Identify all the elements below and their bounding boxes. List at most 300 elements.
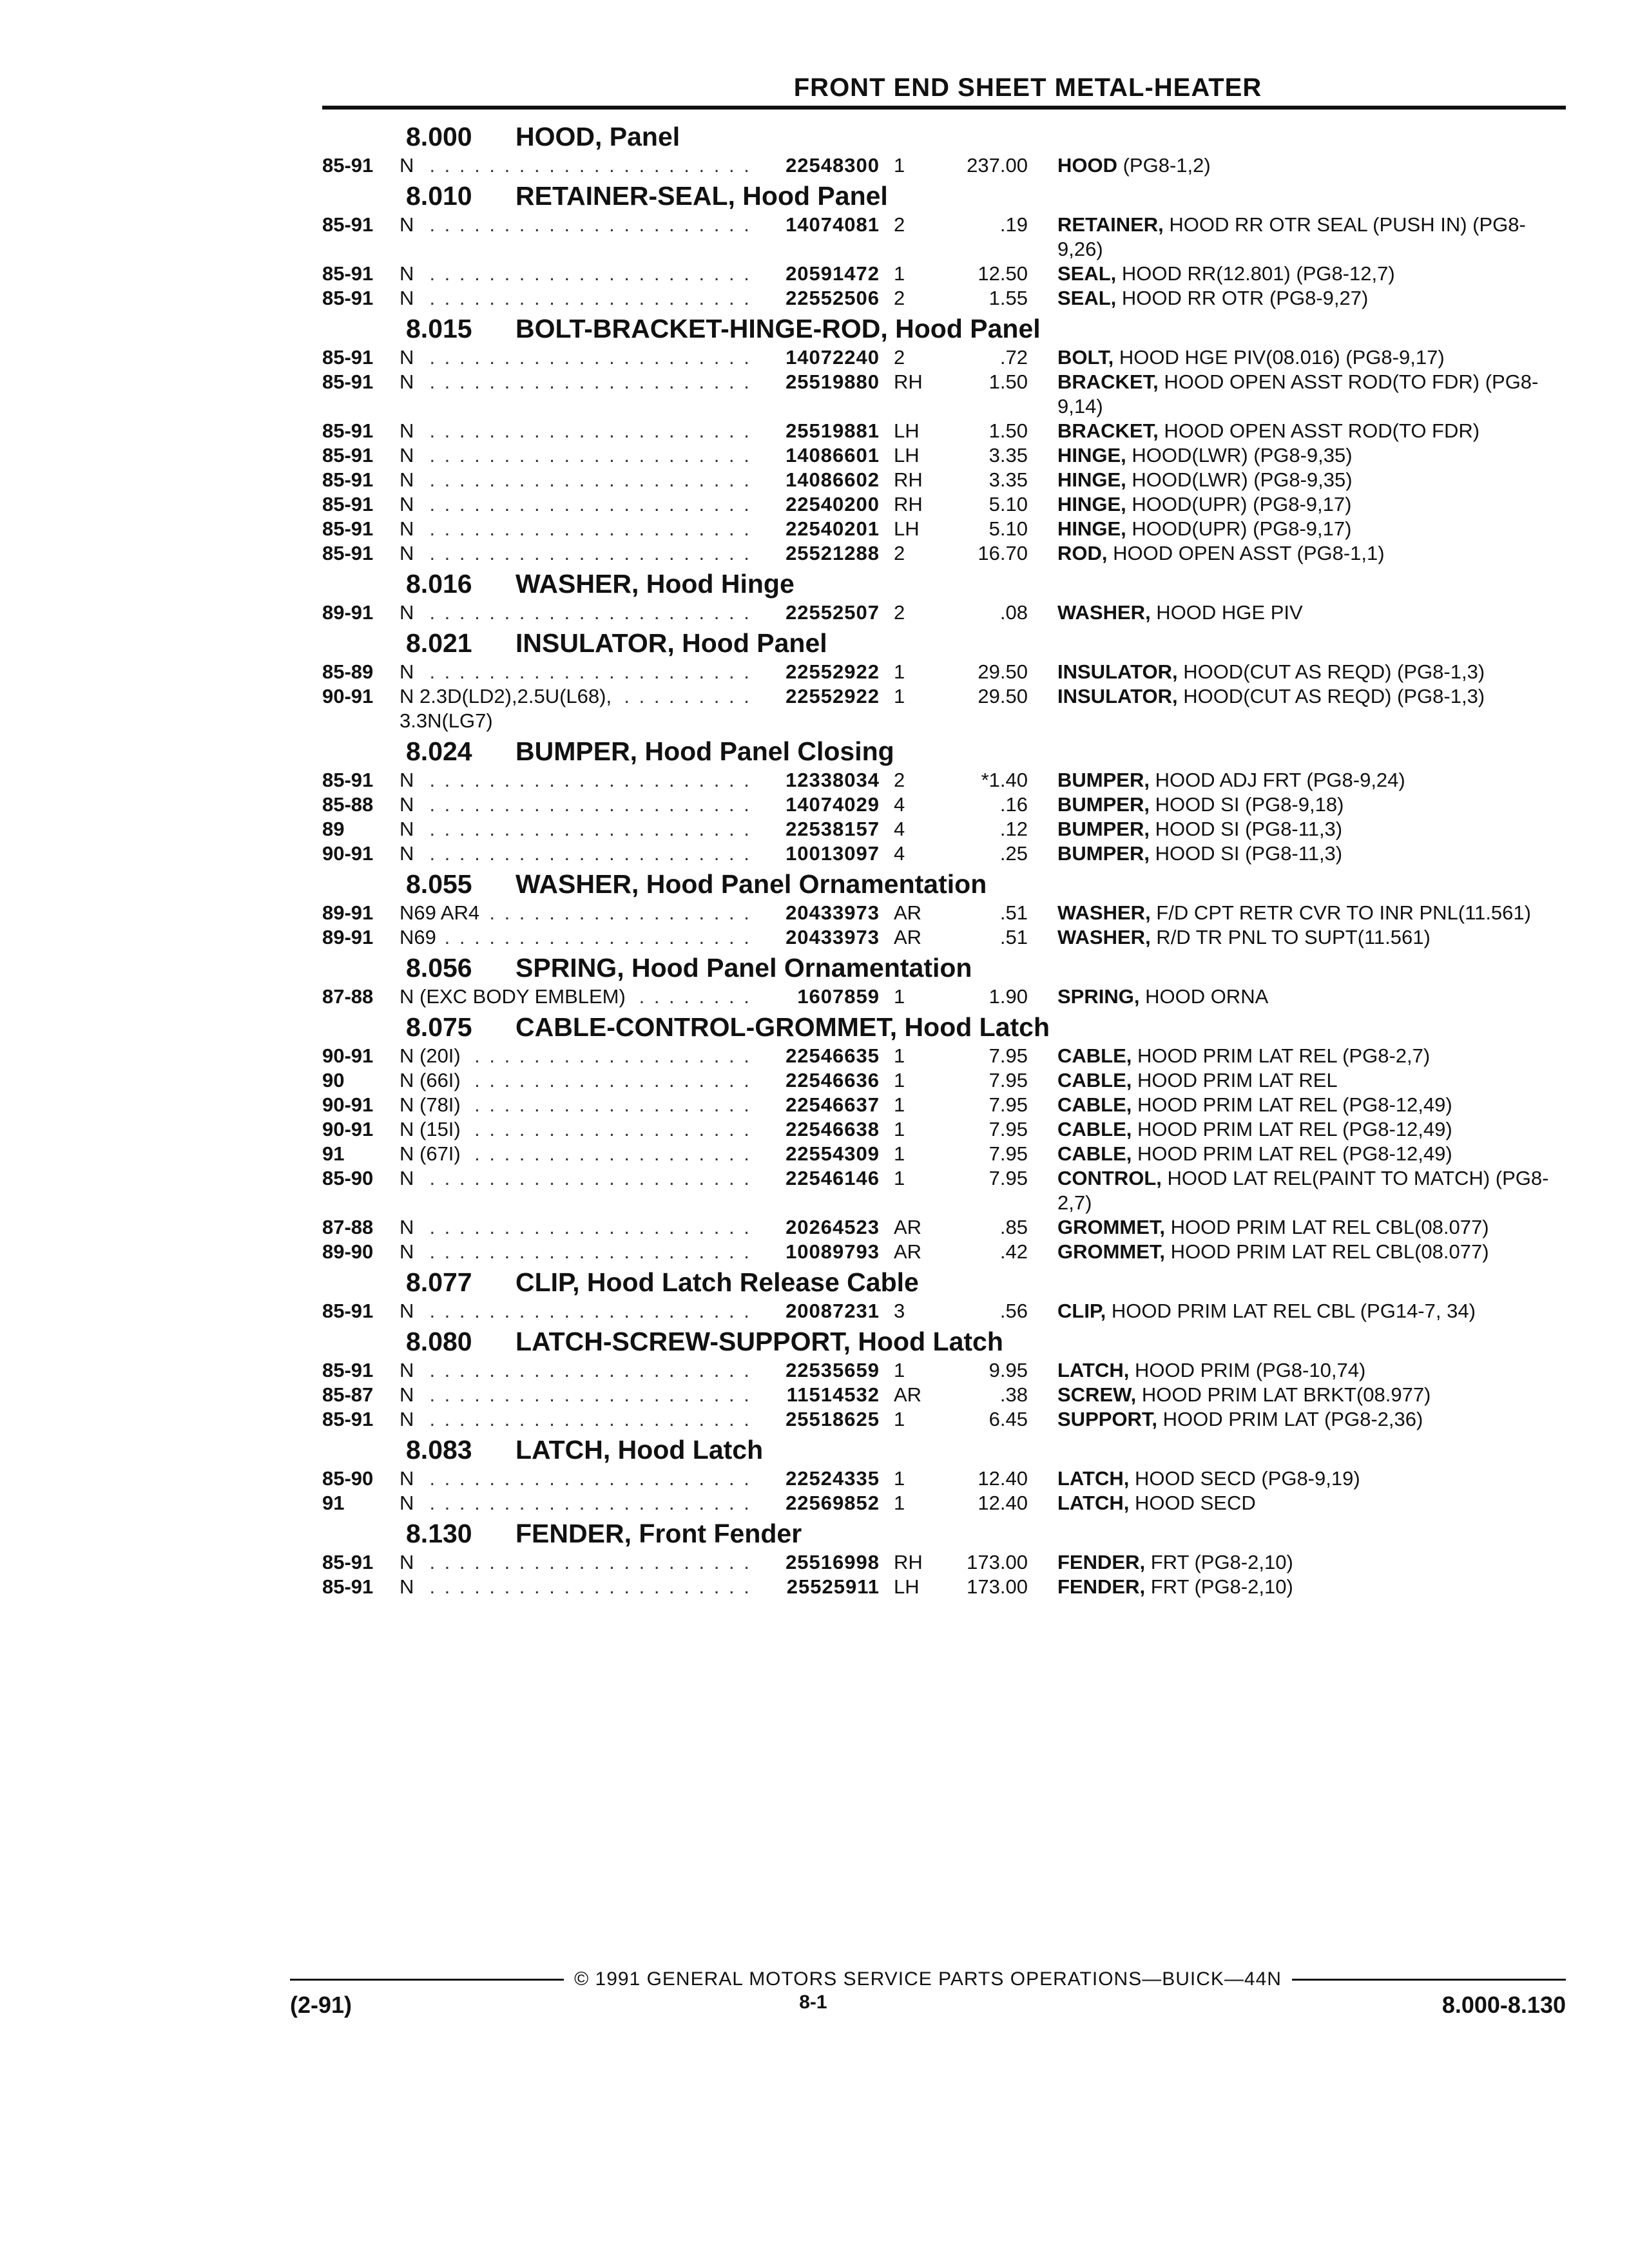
price: 1.90 — [988, 985, 1028, 1008]
section — [322, 866, 1566, 950]
description — [1028, 443, 1566, 468]
description-keyword: BRACKET, — [1057, 370, 1159, 393]
part-row — [322, 1044, 1566, 1068]
part-number: 25525911 — [786, 1575, 880, 1598]
quantity: 2 — [894, 346, 905, 369]
model-years: 85-91 — [322, 468, 374, 491]
usage-code-cell — [400, 1166, 751, 1191]
section-heading — [322, 178, 1566, 213]
usage-code-cell — [400, 660, 751, 684]
part-row — [322, 1466, 1566, 1491]
description — [1028, 1240, 1566, 1264]
quantity: AR — [894, 1216, 922, 1238]
description-text: HOOD PRIM LAT BRKT(08.977) — [1136, 1383, 1431, 1406]
description-text: HOOD ORNA — [1139, 985, 1269, 1008]
leader-dots — [400, 1383, 751, 1407]
part-number: 20433973 — [786, 926, 880, 948]
usage-code: N — [400, 817, 420, 841]
description-keyword: SEAL, — [1057, 287, 1117, 309]
section-name: HOOD, Panel — [516, 122, 680, 151]
model-years: 85-91 — [322, 287, 374, 309]
quantity: 1 — [894, 1118, 905, 1140]
price: .51 — [999, 926, 1028, 948]
description — [1028, 1358, 1566, 1383]
description-text: HOOD SI (PG8-11,3) — [1149, 818, 1343, 840]
description-keyword: BRACKET, — [1057, 419, 1159, 442]
part-row — [322, 901, 1566, 925]
model-years: 85-91 — [322, 370, 374, 393]
section — [322, 178, 1566, 311]
model-years: 85-91 — [322, 1300, 374, 1322]
leader-dots — [400, 345, 751, 370]
part-number: 20087231 — [786, 1300, 880, 1322]
part-number: 22546636 — [786, 1069, 880, 1091]
part-number: 14086601 — [786, 444, 880, 466]
usage-code: N (20I) — [400, 1044, 467, 1068]
section-heading — [322, 866, 1566, 901]
quantity: 1 — [894, 1167, 905, 1189]
part-row — [322, 985, 1566, 1009]
description-keyword: HINGE, — [1057, 517, 1126, 540]
usage-code: N — [400, 541, 420, 566]
quantity: RH — [894, 493, 923, 515]
description-text: HOOD ADJ FRT (PG8-9,24) — [1149, 769, 1405, 791]
description-text: HOOD PRIM LAT REL (PG8-12,49) — [1132, 1142, 1452, 1165]
usage-code-cell — [400, 517, 751, 541]
description — [1028, 1215, 1566, 1240]
leader-dots — [400, 213, 751, 237]
usage-code: N — [400, 345, 420, 370]
usage-code-cell — [400, 541, 751, 566]
quantity: 1 — [894, 262, 905, 285]
quantity: 1 — [894, 685, 905, 707]
usage-code: N — [400, 1466, 420, 1491]
section-number: 8.010 — [406, 181, 472, 211]
usage-code-cell — [400, 1407, 751, 1432]
quantity: 1 — [894, 660, 905, 683]
description — [1028, 841, 1566, 866]
description-keyword: RETAINER, — [1057, 213, 1164, 236]
part-row — [322, 925, 1566, 950]
section — [322, 950, 1566, 1009]
section-name: BUMPER, Hood Panel Closing — [516, 736, 894, 766]
model-years: 85-90 — [322, 1467, 374, 1490]
section-name: LATCH, Hood Latch — [516, 1435, 764, 1465]
price: 1.55 — [988, 287, 1028, 309]
leader-dots — [400, 1466, 751, 1491]
model-years: 85-91 — [322, 493, 374, 515]
section-number: 8.080 — [406, 1327, 472, 1356]
model-years: 90-91 — [322, 685, 374, 707]
leader-dots — [400, 1299, 751, 1323]
description — [1028, 660, 1566, 684]
model-years: 85-91 — [322, 1359, 374, 1381]
part-row — [322, 1358, 1566, 1383]
usage-code: N — [400, 793, 420, 817]
price: 173.00 — [967, 1551, 1028, 1573]
part-number: 22540200 — [786, 493, 880, 515]
usage-code: N — [400, 468, 420, 492]
description — [1028, 1550, 1566, 1575]
description-text: HOOD OPEN ASST ROD(TO FDR) (PG8-9,14) — [1057, 370, 1539, 418]
part-row — [322, 1142, 1566, 1166]
model-years: 85-91 — [322, 346, 374, 369]
description — [1028, 345, 1566, 370]
price: 1.50 — [988, 419, 1028, 442]
price: 237.00 — [967, 154, 1028, 177]
description — [1028, 1383, 1566, 1407]
leader-dots — [400, 1575, 751, 1599]
quantity: 2 — [894, 213, 905, 236]
price: 1.50 — [988, 370, 1028, 393]
quantity: LH — [894, 1575, 920, 1598]
part-row — [322, 492, 1566, 517]
description — [1028, 1407, 1566, 1432]
description — [1028, 492, 1566, 517]
usage-code: N — [400, 262, 420, 286]
section-heading — [322, 1323, 1566, 1358]
model-years: 85-91 — [322, 444, 374, 466]
description-keyword: GROMMET, — [1057, 1240, 1166, 1263]
part-number: 22546635 — [786, 1044, 880, 1067]
description-text: HOOD PRIM LAT REL (PG8-2,7) — [1132, 1044, 1431, 1067]
usage-code-cell — [400, 1093, 751, 1117]
quantity: AR — [894, 926, 922, 948]
part-row — [322, 768, 1566, 793]
description-text: F/D CPT RETR CVR TO INR PNL(11.561) — [1150, 901, 1531, 924]
description-text: HOOD OPEN ASST ROD(TO FDR) — [1158, 419, 1480, 442]
quantity: 4 — [894, 842, 905, 865]
description — [1028, 601, 1566, 625]
leader-dots — [400, 541, 751, 566]
description — [1028, 1466, 1566, 1491]
section-number: 8.083 — [406, 1435, 472, 1465]
usage-code: N — [400, 419, 420, 443]
leader-dots — [400, 1407, 751, 1432]
part-number: 22552506 — [786, 287, 880, 309]
description-keyword: SPRING, — [1057, 985, 1140, 1008]
part-number: 10089793 — [786, 1240, 880, 1263]
part-number: 22538157 — [786, 818, 880, 840]
price: .42 — [999, 1240, 1028, 1263]
footer-date: (2-91) — [290, 1992, 352, 2018]
usage-code-cell — [400, 1044, 751, 1068]
copyright-text: © 1991 GENERAL MOTORS SERVICE PARTS OPERATIONS—BUICK—44N — [574, 1968, 1282, 1990]
description-text: HOOD PRIM LAT (PG8-2,36) — [1157, 1408, 1423, 1430]
section-number: 8.130 — [406, 1519, 472, 1548]
section-number: 8.024 — [406, 736, 472, 766]
usage-code: N — [400, 1575, 420, 1599]
usage-code-cell — [400, 1068, 751, 1093]
title-rule — [322, 106, 1566, 110]
usage-code: N 2.3D(LD2),2.5U(L68), 3.3N(LG7) — [400, 684, 618, 733]
usage-code-cell — [400, 1240, 751, 1264]
price: .16 — [999, 793, 1028, 816]
usage-code: N — [400, 443, 420, 468]
section — [322, 311, 1566, 566]
usage-code-cell — [400, 443, 751, 468]
part-number: 22546146 — [786, 1167, 880, 1189]
usage-code: N (67I) — [400, 1142, 467, 1166]
model-years: 85-91 — [322, 1575, 374, 1598]
usage-code-cell — [400, 985, 751, 1009]
model-years: 91 — [322, 1492, 345, 1514]
description — [1028, 1093, 1566, 1117]
description-text: HOOD(UPR) (PG8-9,17) — [1126, 517, 1352, 540]
model-years: 90-91 — [322, 1044, 374, 1067]
leader-dots — [400, 286, 751, 311]
model-years: 89-91 — [322, 901, 374, 924]
part-number: 14086602 — [786, 468, 880, 491]
part-number: 22552922 — [786, 685, 880, 707]
section-heading — [322, 1515, 1566, 1550]
part-number: 22524335 — [786, 1467, 880, 1490]
price: .25 — [999, 842, 1028, 865]
quantity: 1 — [894, 1142, 905, 1165]
quantity: 2 — [894, 287, 905, 309]
model-years: 85-91 — [322, 542, 374, 564]
usage-code: N — [400, 1299, 420, 1323]
description-text: HOOD PRIM LAT REL — [1132, 1069, 1338, 1091]
description-keyword: HINGE, — [1057, 468, 1126, 491]
part-row — [322, 1117, 1566, 1142]
part-number: 25518625 — [786, 1408, 880, 1430]
leader-dots — [400, 370, 751, 394]
part-number: 20433973 — [786, 901, 880, 924]
section — [322, 566, 1566, 625]
leader-dots — [400, 419, 751, 443]
section-heading — [322, 1264, 1566, 1299]
section-heading — [322, 733, 1566, 768]
description — [1028, 1575, 1566, 1599]
leader-dots — [400, 1358, 751, 1383]
usage-code: N — [400, 286, 420, 311]
part-row — [322, 1299, 1566, 1323]
model-years: 85-91 — [322, 213, 374, 236]
price: 7.95 — [988, 1069, 1028, 1091]
price: .08 — [999, 601, 1028, 624]
quantity: LH — [894, 444, 920, 466]
price: .12 — [999, 818, 1028, 840]
usage-code-cell — [400, 1299, 751, 1323]
description — [1028, 1044, 1566, 1068]
description — [1028, 1491, 1566, 1515]
usage-code: N — [400, 1358, 420, 1383]
part-row — [322, 443, 1566, 468]
model-years: 89-91 — [322, 926, 374, 948]
part-row — [322, 1550, 1566, 1575]
leader-dots — [400, 153, 751, 178]
description-text: HOOD HGE PIV — [1150, 601, 1303, 624]
section — [322, 1432, 1566, 1515]
price: 29.50 — [978, 685, 1028, 707]
part-number: 25519881 — [786, 419, 880, 442]
usage-code: N (78I) — [400, 1093, 467, 1117]
description-keyword: FENDER, — [1057, 1551, 1146, 1573]
description-keyword: CONTROL, — [1057, 1167, 1162, 1189]
quantity: 1 — [894, 1408, 905, 1430]
section-number: 8.077 — [406, 1267, 472, 1297]
part-row — [322, 468, 1566, 492]
price: 3.35 — [988, 444, 1028, 466]
part-number: 14074081 — [786, 213, 880, 236]
description-text: HOOD PRIM LAT REL (PG8-12,49) — [1132, 1093, 1452, 1116]
price: .38 — [999, 1383, 1028, 1406]
part-number: 25516998 — [786, 1551, 880, 1573]
section — [322, 1264, 1566, 1323]
part-row — [322, 213, 1566, 262]
leader-dots — [400, 517, 751, 541]
price: .19 — [999, 213, 1028, 236]
leader-dots — [400, 492, 751, 517]
usage-code: N69 — [400, 925, 443, 950]
section-heading — [322, 119, 1566, 153]
section-number: 8.075 — [406, 1012, 472, 1042]
description — [1028, 793, 1566, 817]
section-heading — [322, 625, 1566, 660]
description-keyword: BUMPER, — [1057, 842, 1150, 865]
section-heading — [322, 1009, 1566, 1044]
usage-code-cell — [400, 601, 751, 625]
part-number: 22552922 — [786, 660, 880, 683]
section-heading — [322, 950, 1566, 985]
price: 9.95 — [988, 1359, 1028, 1381]
quantity: 1 — [894, 1093, 905, 1116]
description-text: HOOD PRIM LAT REL CBL(08.077) — [1165, 1216, 1489, 1238]
part-number: 22554309 — [786, 1142, 880, 1165]
description — [1028, 286, 1566, 311]
usage-code-cell — [400, 1466, 751, 1491]
model-years: 85-88 — [322, 793, 374, 816]
description-keyword: INSULATOR, — [1057, 660, 1178, 683]
sections-list — [322, 119, 1566, 1599]
usage-code: N — [400, 1215, 420, 1240]
usage-code-cell — [400, 419, 751, 443]
price: .72 — [999, 346, 1028, 369]
part-number: 22535659 — [786, 1359, 880, 1381]
description-text: HOOD HGE PIV(08.016) (PG8-9,17) — [1113, 346, 1445, 369]
part-row — [322, 1240, 1566, 1264]
part-row — [322, 370, 1566, 419]
price: 3.35 — [988, 468, 1028, 491]
description — [1028, 925, 1566, 950]
page-title: FRONT END SHEET METAL-HEATER — [793, 73, 1262, 102]
quantity: 1 — [894, 1359, 905, 1381]
description-keyword: CABLE, — [1057, 1093, 1132, 1116]
description-text: HOOD SECD (PG8-9,19) — [1129, 1467, 1360, 1490]
description-keyword: BOLT, — [1057, 346, 1114, 369]
part-row — [322, 660, 1566, 684]
part-row — [322, 345, 1566, 370]
leader-dots — [400, 793, 751, 817]
part-number: 22548300 — [786, 154, 880, 177]
usage-code-cell — [400, 213, 751, 237]
model-years: 90-91 — [322, 842, 374, 865]
model-years: 85-90 — [322, 1167, 374, 1189]
description-keyword: SCREW, — [1057, 1383, 1137, 1406]
usage-code: N (EXC BODY EMBLEM) — [400, 985, 632, 1009]
description — [1028, 262, 1566, 286]
leader-dots — [400, 1550, 751, 1575]
usage-code: N — [400, 1166, 420, 1191]
section-name: SPRING, Hood Panel Ornamentation — [516, 953, 972, 983]
footer-rule-right — [1292, 1979, 1566, 1981]
part-row — [322, 517, 1566, 541]
footer-rule-left — [290, 1979, 564, 1981]
part-row — [322, 153, 1566, 178]
quantity: 3 — [894, 1300, 905, 1322]
model-years: 87-88 — [322, 1216, 374, 1238]
description — [1028, 1142, 1566, 1166]
usage-code-cell — [400, 684, 751, 733]
quantity: AR — [894, 1240, 922, 1263]
price: 7.95 — [988, 1093, 1028, 1116]
description-keyword: CLIP, — [1057, 1300, 1106, 1322]
description — [1028, 1068, 1566, 1093]
price: 12.40 — [978, 1467, 1028, 1490]
price: 7.95 — [988, 1142, 1028, 1165]
section — [322, 119, 1566, 178]
description-keyword: GROMMET, — [1057, 1216, 1166, 1238]
description-keyword: FENDER, — [1057, 1575, 1146, 1598]
leader-dots — [400, 262, 751, 286]
price: 6.45 — [988, 1408, 1028, 1430]
quantity: RH — [894, 370, 923, 393]
model-years: 85-87 — [322, 1383, 374, 1406]
quantity: AR — [894, 1383, 922, 1406]
part-row — [322, 1068, 1566, 1093]
description-text: HOOD(LWR) (PG8-9,35) — [1126, 468, 1353, 491]
description — [1028, 768, 1566, 793]
model-years: 85-91 — [322, 517, 374, 540]
quantity: 1 — [894, 1044, 905, 1067]
description-keyword: BUMPER, — [1057, 818, 1150, 840]
description-text: HOOD PRIM LAT REL CBL (PG14-7, 34) — [1106, 1300, 1476, 1322]
description — [1028, 213, 1566, 262]
model-years: 90 — [322, 1069, 345, 1091]
part-row — [322, 541, 1566, 566]
usage-code: N — [400, 768, 420, 793]
quantity: RH — [894, 468, 923, 491]
part-number: 10013097 — [786, 842, 880, 865]
leader-dots — [400, 1166, 751, 1191]
usage-code: N — [400, 841, 420, 866]
part-number: 20591472 — [786, 262, 880, 285]
copyright-line — [290, 1968, 1566, 1990]
description-text: HOOD RR OTR SEAL (PUSH IN) (PG8-9,26) — [1057, 213, 1526, 260]
usage-code-cell — [400, 793, 751, 817]
description-text: R/D TR PNL TO SUPT(11.561) — [1150, 926, 1431, 948]
usage-code: N — [400, 1383, 420, 1407]
description-keyword: SUPPORT, — [1057, 1408, 1158, 1430]
section — [322, 1515, 1566, 1599]
usage-code-cell — [400, 841, 751, 866]
section-name: WASHER, Hood Hinge — [516, 569, 795, 599]
section — [322, 733, 1566, 866]
description — [1028, 419, 1566, 443]
model-years: 90-91 — [322, 1093, 374, 1116]
description-keyword: WASHER, — [1057, 926, 1151, 948]
section-number: 8.000 — [406, 122, 472, 151]
quantity: 1 — [894, 1467, 905, 1490]
usage-code-cell — [400, 262, 751, 286]
section-name: CABLE-CONTROL-GROMMET, Hood Latch — [516, 1012, 1050, 1042]
leader-dots — [400, 768, 751, 793]
description-keyword: LATCH, — [1057, 1492, 1130, 1514]
usage-code: N69 AR4 — [400, 901, 486, 925]
usage-code-cell — [400, 468, 751, 492]
part-row — [322, 1093, 1566, 1117]
